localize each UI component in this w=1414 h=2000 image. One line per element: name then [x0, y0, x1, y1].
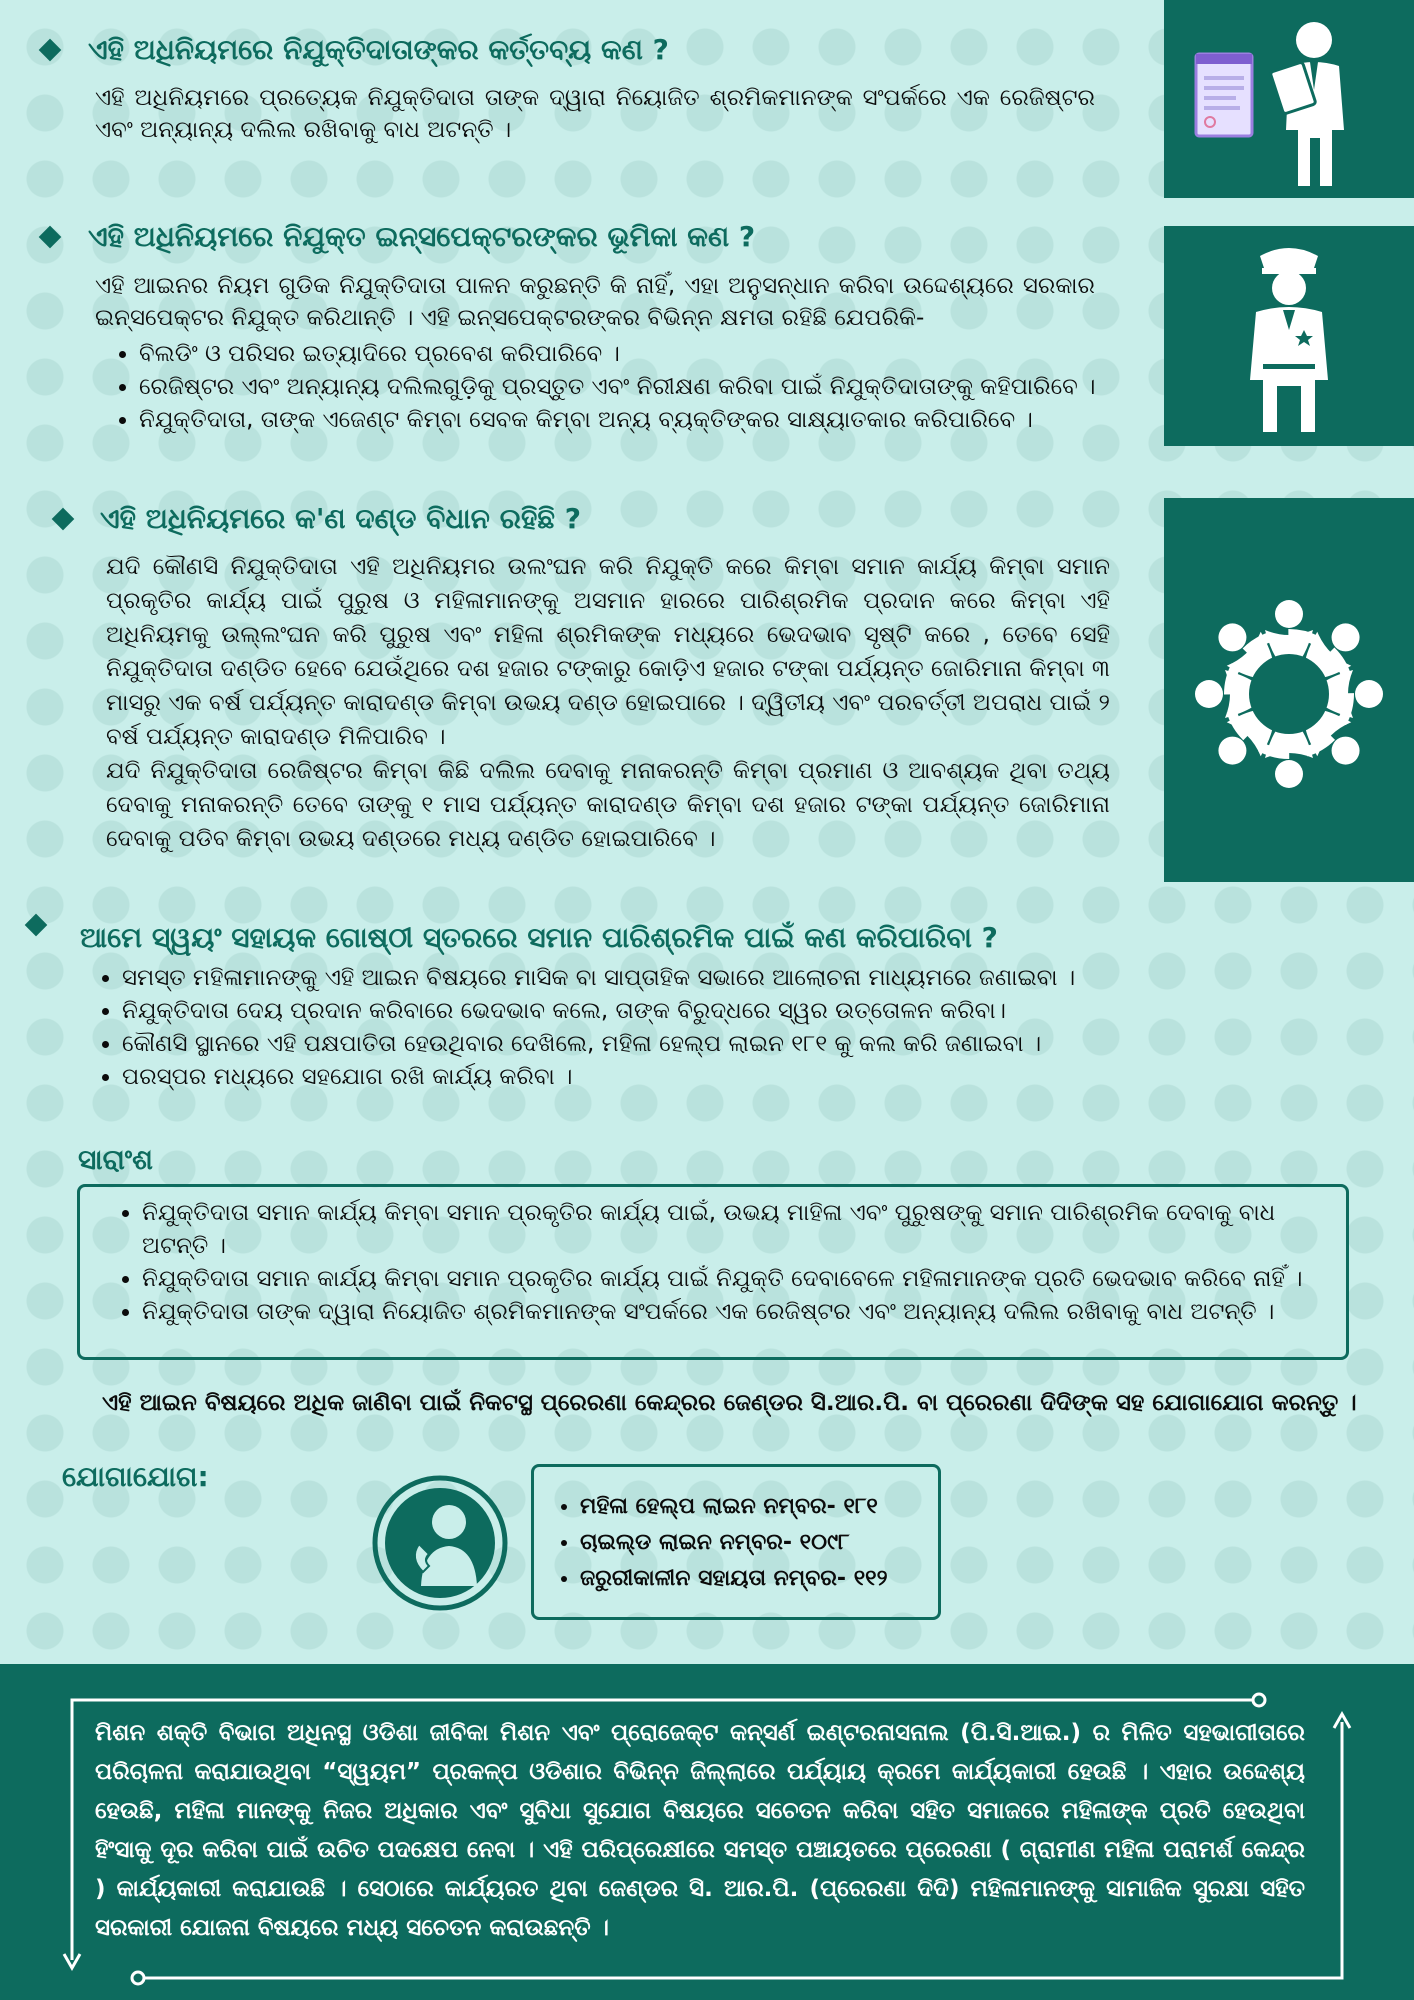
- list-item: • ମହିଳା ହେଲ୍ପ ଲାଇନ ନମ୍ବର- ୧୮୧: [580, 1489, 960, 1525]
- contact-heading: ଯୋଗାଯୋଗ:: [62, 1460, 209, 1493]
- phone-call-person-icon: [371, 1474, 509, 1612]
- section1-body: [95, 82, 1095, 146]
- contact-list: [546, 1489, 960, 1597]
- employer-with-document-icon: [1164, 0, 1414, 198]
- list-item: • ନିଯୁକ୍ତିଦାତା ତାଙ୍କ ଦ୍ୱାରା ନିୟୋଜିତ ଶ୍ରମିକମାନଙ୍କ ସଂପର୍କରେ ଏକ ରେଜିଷ୍ଟର ଏବଂ ଅନ୍ୟାନ୍ୟ ଦଲିଲ ରଖିବାକୁ ବାଧ ଅଟନ୍ତି ।: [142, 1296, 1342, 1329]
- list-item: • ନିଯୁକ୍ତିଦାତା ସମାନ କାର୍ଯ୍ୟ କିମ୍ବା ସମାନ ପ୍ରକୃତିର କାର୍ଯ୍ୟ ପାଇଁ, ଉଭୟ ମାହିଳା ଏବଂ ପୁରୁଷଙ୍କୁ ସମାନ ପାରିଶ୍ରମିକ ଦେବାକୁ ବାଧ ଅଟନ୍ତି ।: [142, 1197, 1342, 1263]
- list-item: • ନିଯୁକ୍ତିଦାତା ସମାନ କାର୍ଯ୍ୟ କିମ୍ବା ସମାନ ପ୍ରକୃତିର କାର୍ଯ୍ୟ ପାଇଁ ନିଯୁକ୍ତି ଦେବାବେଳେ ମହିଳାମାନଙ୍କ ପ୍ରତି ଭେଦଭାବ କରିବେ ନାହିଁ ।: [142, 1263, 1342, 1296]
- list-item: • ଚାଇଲ୍ଡ ଲାଇନ ନମ୍ବର- ୧୦୯୮: [580, 1525, 960, 1561]
- list-item: • ଜରୁରୀକାଳୀନ ସହାୟତା ନମ୍ବର- ୧୧୨: [580, 1561, 960, 1597]
- bullet-diamond-icon: [39, 226, 62, 249]
- section3-body-paragraph2: ଯଦି ନିଯୁକ୍ତିଦାତା ରେଜିଷ୍ଟର କିମ୍ବା କିଛି ଦଲିଲ ଦେବାକୁ ମନାକରନ୍ତି କିମ୍ବା ପ୍ରମାଣ ଓ ଆବଶ୍ୟକ ଥିବା ତଥ୍ୟ ଦେବାକୁ ମନାକରନ୍ତି ତେବେ ତାଙ୍କୁ ୧ ମାସ ପର୍ଯ୍ୟନ୍ତ କାରାଦଣ୍ଡ କିମ୍ବା ଦଶ ହଜାର ଟଙ୍କା ପର୍ଯ୍ୟନ୍ତ ଜୋରିମାନା ଦେବାକୁ ପଡିବ କିମ୍ବା ଉଭୟ ଦଣ୍ଡରେ ମଧ୍ୟ ଦଣ୍ଡିତ ହୋଇପାରିବେ ।: [106, 758, 1110, 852]
- footer-text: ମିଶନ ଶକ୍ତି ବିଭାଗ ଅଧିନସ୍ଥ ଓଡିଶା ଜୀବିକା ମିଶନ ଏବଂ ପ୍ରୋଜେକ୍ଟ କନ୍‌ସର୍ଣ ଇଣ୍ଟରନାସନାଲ (ପି.ସି.ଆଇ.) ର ମିଳିତ ସହଭାଗୀତାରେ ପରିଚାଳନା କରାଯାଉଥିବା “ସ୍ୱୟମ” ପ୍ରକଳ୍ପ ଓଡିଶାର ବିଭିନ୍ନ ଜିଲ୍ଲାରେ ପର୍ଯ୍ୟାୟ କ୍ରମେ କାର୍ଯ୍ୟକାରୀ ହେଉଛି । ଏହାର ଉଦ୍ଦେଶ୍ୟ ହେଉଛି, ମହିଳା ମାନଙ୍କୁ ନିଜର ଅଧିକାର ଏବଂ ସୁବିଧା ସୁଯୋଗ ବିଷୟରେ ସଚେତନ କରିବା ସହିତ ସମାଜରେ ମହିଳାଙ୍କ ପ୍ରତି ହେଉଥିବା ହିଂସାକୁ ଦୂର କରିବା ପାଇଁ ଉଚିତ ପଦକ୍ଷେପ ନେବା । ଏହି ପରିପ୍ରେକ୍ଷୀରେ ସମସ୍ତ ପଞ୍ଚାୟତରେ ପ୍ରେରଣା ( ଗ୍ରାମୀଣ ମହିଳା ପରାମର୍ଶ କେନ୍ଦ୍ର ) କାର୍ଯ୍ୟକାରୀ କରାଯାଉଛି । ସେଠାରେ କାର୍ଯ୍ୟରତ ଥିବା ଜେଣ୍ଡର ସି. ଆର.ପି. (ପ୍ରେରଣା ଦିଦି) ମହିଳାମାନଙ୍କୁ ସାମାଜିକ ସୁରକ୍ଷା ସହିତ ସରକାରୀ ଯୋଜନା ବିଷୟରେ ମଧ୍ୟ ସଚେତନ କରାଉଛନ୍ତି ।: [95, 1720, 1305, 1941]
- section1-heading: ଏହି ଅଧିନିୟମରେ ନିଯୁକ୍ତିଦାତାଙ୍କର କର୍ତ୍ତବ୍ୟ କଣ ?: [88, 33, 669, 66]
- list-item: • ବିଲଡିଂ ଓ ପରିସର ଇତ୍ୟାଦିରେ ପ୍ରବେଶ କରିପାରିବେ ।: [139, 338, 1139, 371]
- section3-body: [106, 550, 1110, 856]
- footer: [0, 1664, 1414, 2000]
- list-item: • ନିଯୁକ୍ତିଦାତା, ତାଙ୍କ ଏଜେଣ୍ଟ କିମ୍ବା ସେବକ କିମ୍ବା ଅନ୍ୟ ବ୍ୟକ୍ତିଙ୍କର ସାକ୍ଷ୍ୟାତକାର କରିପାରିବେ ।: [139, 404, 1139, 437]
- panel-employer: [1164, 0, 1414, 198]
- bullet-diamond-icon: [39, 39, 62, 62]
- list-item: • ପରସ୍ପର ମଧ୍ୟରେ ସହଯୋଗ ରଖି କାର୍ଯ୍ୟ କରିବା ।: [122, 1061, 1182, 1094]
- summary-bullet-list: [108, 1197, 1342, 1329]
- section2-body-text: ଏହି ଆଇନର ନିୟମ ଗୁଡିକ ନିଯୁକ୍ତିଦାତା ପାଳନ କରୁଛନ୍ତି କି ନାହିଁ, ଏହା ଅନୁସନ୍ଧାନ କରିବା ଉଦ୍ଦେଶ୍ୟରେ ସରକାର ଇନ୍ସପେକ୍ଟର ନିଯୁକ୍ତ କରିଥାନ୍ତି । ଏହି ଇନ୍ସପେକ୍ଟରଙ୍କର ବିଭିନ୍ନ କ୍ଷମତା ରହିଛି ଯେପରିକି-: [95, 273, 1095, 331]
- section2-bullet-list: [105, 338, 1139, 437]
- bullet-diamond-icon: [25, 914, 48, 937]
- contact-box: [531, 1464, 941, 1620]
- section2-body: [95, 270, 1095, 334]
- section2-heading: ଏହି ଅଧିନିୟମରେ ନିଯୁକ୍ତ ଇନ୍ସପେକ୍ଟରଙ୍କର ଭୂମିକା କଣ ?: [88, 220, 756, 253]
- list-item: • ରେଜିଷ୍ଟର ଏବଂ ଅନ୍ୟାନ୍ୟ ଦଲିଲଗୁଡ଼ିକୁ ପ୍ରସ୍ତୁତ ଏବଂ ନିରୀକ୍ଷଣ କରିବା ପାଇଁ ନିଯୁକ୍ତିଦାତାଙ୍କୁ କହିପାରିବେ ।: [139, 371, 1139, 404]
- section4-bullet-list: [88, 962, 1182, 1094]
- bullet-diamond-icon: [52, 508, 75, 531]
- section3-heading: ଏହି ଅଧିନିୟମରେ କ'ଣ ଦଣ୍ଡ ବିଧାନ ରହିଛି ?: [100, 502, 582, 535]
- section3-body-paragraph1: ଯଦି କୌଣସି ନିଯୁକ୍ତିଦାତା ଏହି ଅଧିନିୟମର ଉଲଂଘନ କରି ନିଯୁକ୍ତି କରେ କିମ୍ବା ସମାନ କାର୍ଯ୍ୟ କିମ୍ବା ସମାନ ପ୍ରକୃତିର କାର୍ଯ୍ୟ ପାଇଁ ପୁରୁଷ ଓ ମହିଳାମାନଙ୍କୁ ଅସମାନ ହାରରେ ପାରିଶ୍ରମିକ ପ୍ରଦାନ କରେ କିମ୍ବା ଏହି ଅଧିନିୟମକୁ ଉଲ୍ଲଂଘନ କରି ପୁରୁଷ ଏବଂ ମହିଳା ଶ୍ରମିକଙ୍କ ମଧ୍ୟରେ ଭେଦଭାବ ସୃଷ୍ଟି କରେ , ତେବେ ସେହି ନିଯୁକ୍ତିଦାତା ଦଣ୍ଡିତ ହେବେ ଯେଉଁଥିରେ ଦଶ ହଜାର ଟଙ୍କାରୁ କୋଡ଼ିଏ ହଜାର ଟଙ୍କା ପର୍ଯ୍ୟନ୍ତ ଜୋରିମାନା କିମ୍ବା ୩ ମାସରୁ ଏକ ବର୍ଷ ପର୍ଯ୍ୟନ୍ତ କାରାଦଣ୍ଡ କିମ୍ବା ଉଭୟ ଦଣ୍ଡ ହୋଇପାରେ । ଦ୍ୱିତୀୟ ଏବଂ ପରବର୍ତ୍ତୀ ଅପରାଧ ପାଇଁ ୨ ବର୍ଷ ପର୍ଯ୍ୟନ୍ତ କାରାଦଣ୍ଡ ମିଳିପାରିବ ।: [106, 554, 1110, 750]
- section4-heading: ଆମେ ସ୍ୱୟଂ ସହାୟକ ଗୋଷ୍ଠୀ ସ୍ତରରେ ସମାନ ପାରିଶ୍ରମିକ ପାଇଁ କଣ କରିପାରିବା ?: [80, 921, 998, 954]
- police-inspector-icon: [1164, 226, 1414, 446]
- more-info-text: ଏହି ଆଇନ ବିଷୟରେ ଅଧିକ ଜାଣିବା ପାଇଁ ନିକଟସ୍ଥ ପ୍ରେରଣା କେନ୍ଦ୍ରର ଜେଣ୍ଡର ସି.ଆର.ପି. ବା ପ୍ରେରଣା ଦିଦିଙ୍କ ସହ ଯୋଗାଯୋଗ କରନ୍ତୁ ।: [102, 1390, 1357, 1416]
- people-circle-unity-icon: [1164, 498, 1414, 882]
- list-item: • ସମସ୍ତ ମହିଳାମାନଙ୍କୁ ଏହି ଆଇନ ବିଷୟରେ ମାସିକ ବା ସାପ୍ତାହିକ ସଭାରେ ଆଲୋଚନା ମାଧ୍ୟମରେ ଜଣାଇବା ।: [122, 962, 1182, 995]
- summary-heading: ସାରାଂଶ: [78, 1143, 153, 1176]
- list-item: • ନିଯୁକ୍ତିଦାତା ଦେୟ ପ୍ରଦାନ କରିବାରେ ଭେଦଭାବ କଲେ, ତାଙ୍କ ବିରୁଦ୍ଧରେ ସ୍ୱର ଉତ୍ତୋଳନ କରିବା।: [122, 995, 1182, 1028]
- panel-inspector: [1164, 226, 1414, 446]
- section1-body-text: ଏହି ଅଧିନିୟମରେ ପ୍ରତ୍ୟେକ ନିଯୁକ୍ତିଦାତା ତାଙ୍କ ଦ୍ୱାରା ନିୟୋଜିତ ଶ୍ରମିକମାନଙ୍କ ସଂପର୍କରେ ଏକ ରେଜିଷ୍ଟର ଏବଂ ଅନ୍ୟାନ୍ୟ ଦଲିଲ ରଖିବାକୁ ବାଧ ଅଟନ୍ତି ।: [95, 85, 1095, 143]
- summary-box: [77, 1184, 1349, 1360]
- panel-unity: [1164, 498, 1414, 882]
- list-item: • କୌଣସି ସ୍ଥାନରେ ଏହି ପକ୍ଷପାତିତା ହେଉଥିବାର ଦେଖିଲେ, ମହିଳା ହେଲ୍ପ ଲାଇନ ୧୮୧ କୁ କଲ କରି ଜଣାଇବା ।: [122, 1028, 1182, 1061]
